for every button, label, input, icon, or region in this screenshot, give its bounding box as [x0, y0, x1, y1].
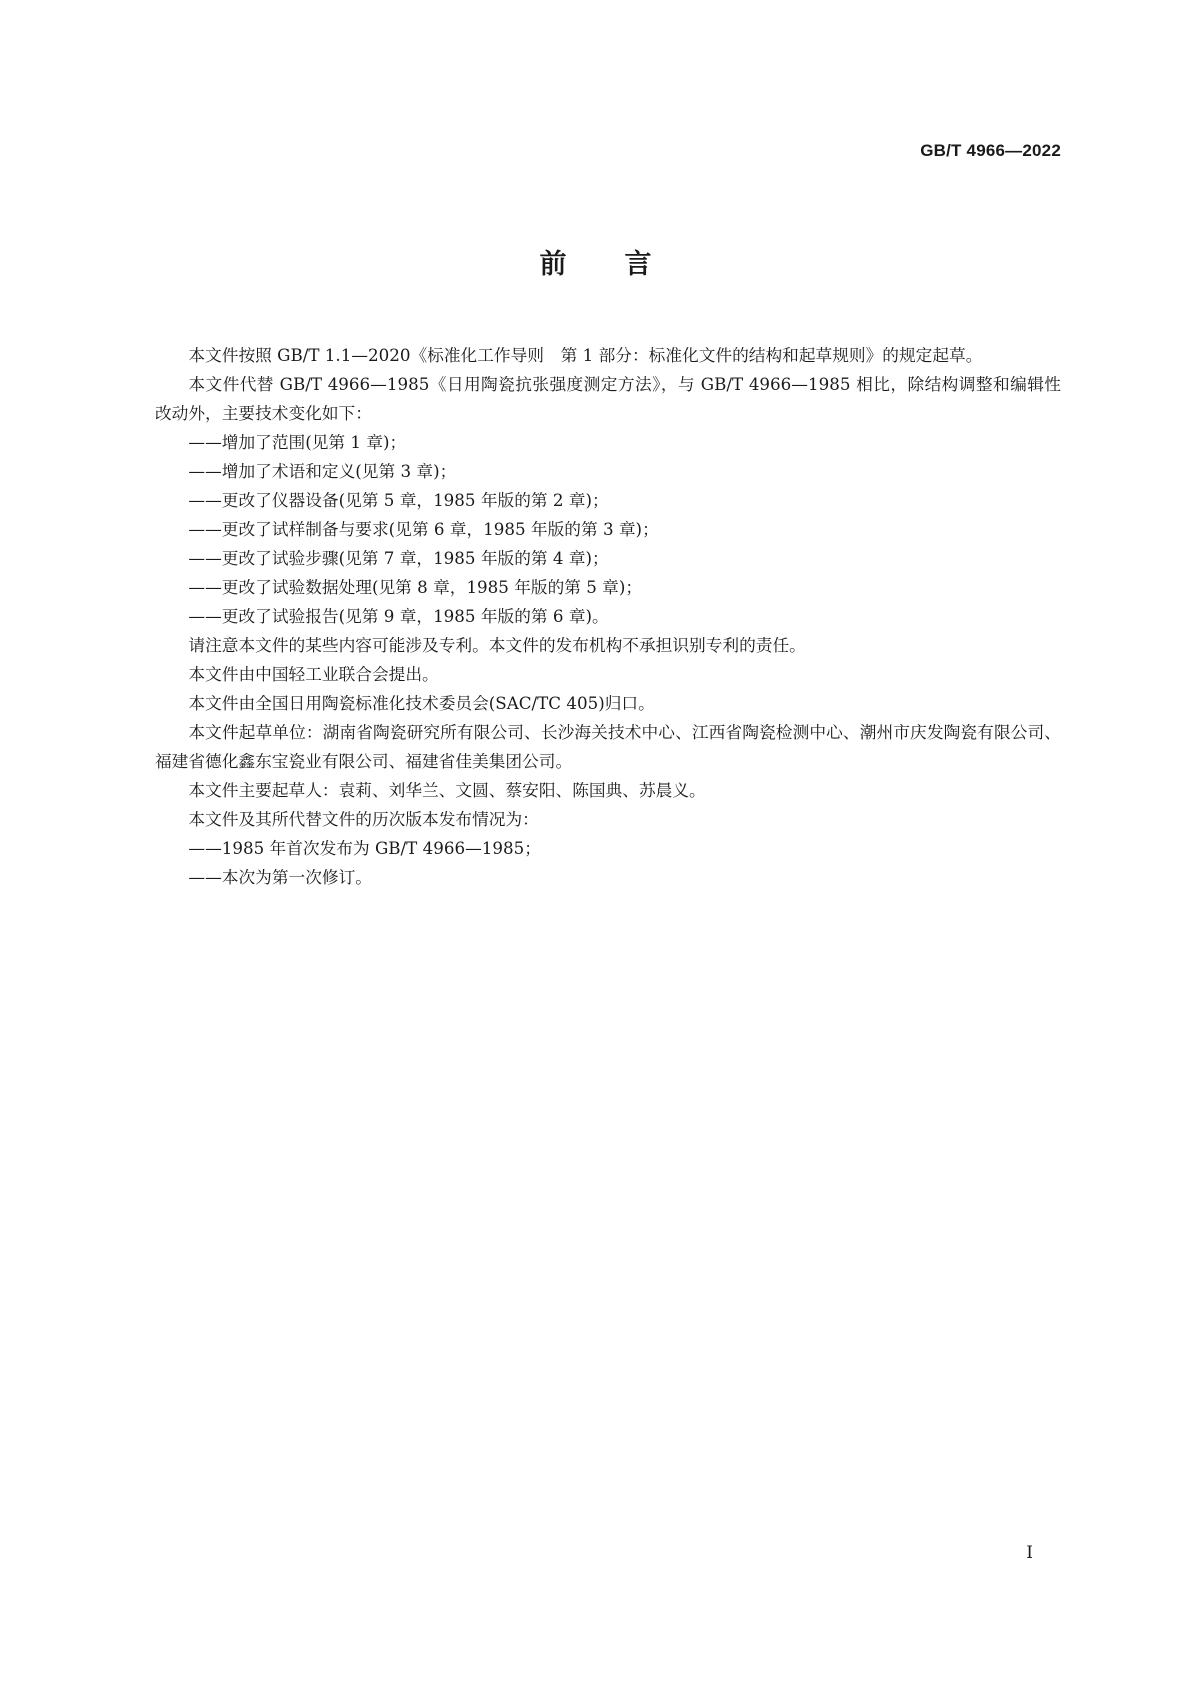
change-item: ——更改了仪器设备(见第 5 章，1985 年版的第 2 章)；	[188, 490, 609, 510]
history-item: ——1985 年首次发布为 GB/T 4966—1985；	[188, 838, 541, 858]
paragraph-drafting-units: 本文件起草单位：湖南省陶瓷研究所有限公司、长沙海关技术中心、江西省陶瓷检测中心、潮州市庆发陶瓷有限公司、福建省德化鑫东宝瓷业有限公司、福建省佳美集团公司。	[155, 722, 1061, 771]
change-item: ——增加了范围(见第 1 章)；	[188, 432, 407, 452]
page-number: I	[1026, 1543, 1033, 1563]
change-item: ——增加了术语和定义(见第 3 章)；	[188, 461, 457, 481]
standard-code: GB/T 4966—2022	[920, 141, 1061, 160]
paragraph-drafting-rules: 本文件按照 GB/T 1.1—2020《标准化工作导则 第 1 部分：标准化文件的结构和起草规则》的规定起草。	[188, 345, 983, 365]
change-item: ——更改了试验报告(见第 9 章，1985 年版的第 6 章)。	[188, 606, 609, 626]
change-item: ——更改了试样制备与要求(见第 6 章，1985 年版的第 3 章)；	[188, 519, 659, 539]
change-item: ——更改了试验数据处理(见第 8 章，1985 年版的第 5 章)；	[188, 577, 643, 597]
paragraph-technical-committee: 本文件由全国日用陶瓷标准化技术委员会(SAC/TC 405)归口。	[188, 693, 655, 713]
page-title: 前言	[539, 249, 710, 280]
foreword-body	[155, 341, 1061, 892]
paragraph-replacement: 本文件代替 GB/T 4966—1985《日用陶瓷抗张强度测定方法》，与 GB/T 4966—1985 相比，除结构调整和编辑性改动外，主要技术变化如下：	[155, 374, 1061, 423]
paragraph-proposer: 本文件由中国轻工业联合会提出。	[188, 664, 439, 684]
paragraph-version-history: 本文件及其所代替文件的历次版本发布情况为：	[188, 809, 539, 829]
paragraph-drafters: 本文件主要起草人：袁莉、刘华兰、文圆、蔡安阳、陈国典、苏晨义。	[188, 780, 706, 800]
history-item: ——本次为第一次修订。	[188, 867, 372, 887]
change-item: ——更改了试验步骤(见第 7 章，1985 年版的第 4 章)；	[188, 548, 609, 568]
paragraph-patent-notice: 请注意本文件的某些内容可能涉及专利。本文件的发布机构不承担识别专利的责任。	[188, 635, 806, 655]
